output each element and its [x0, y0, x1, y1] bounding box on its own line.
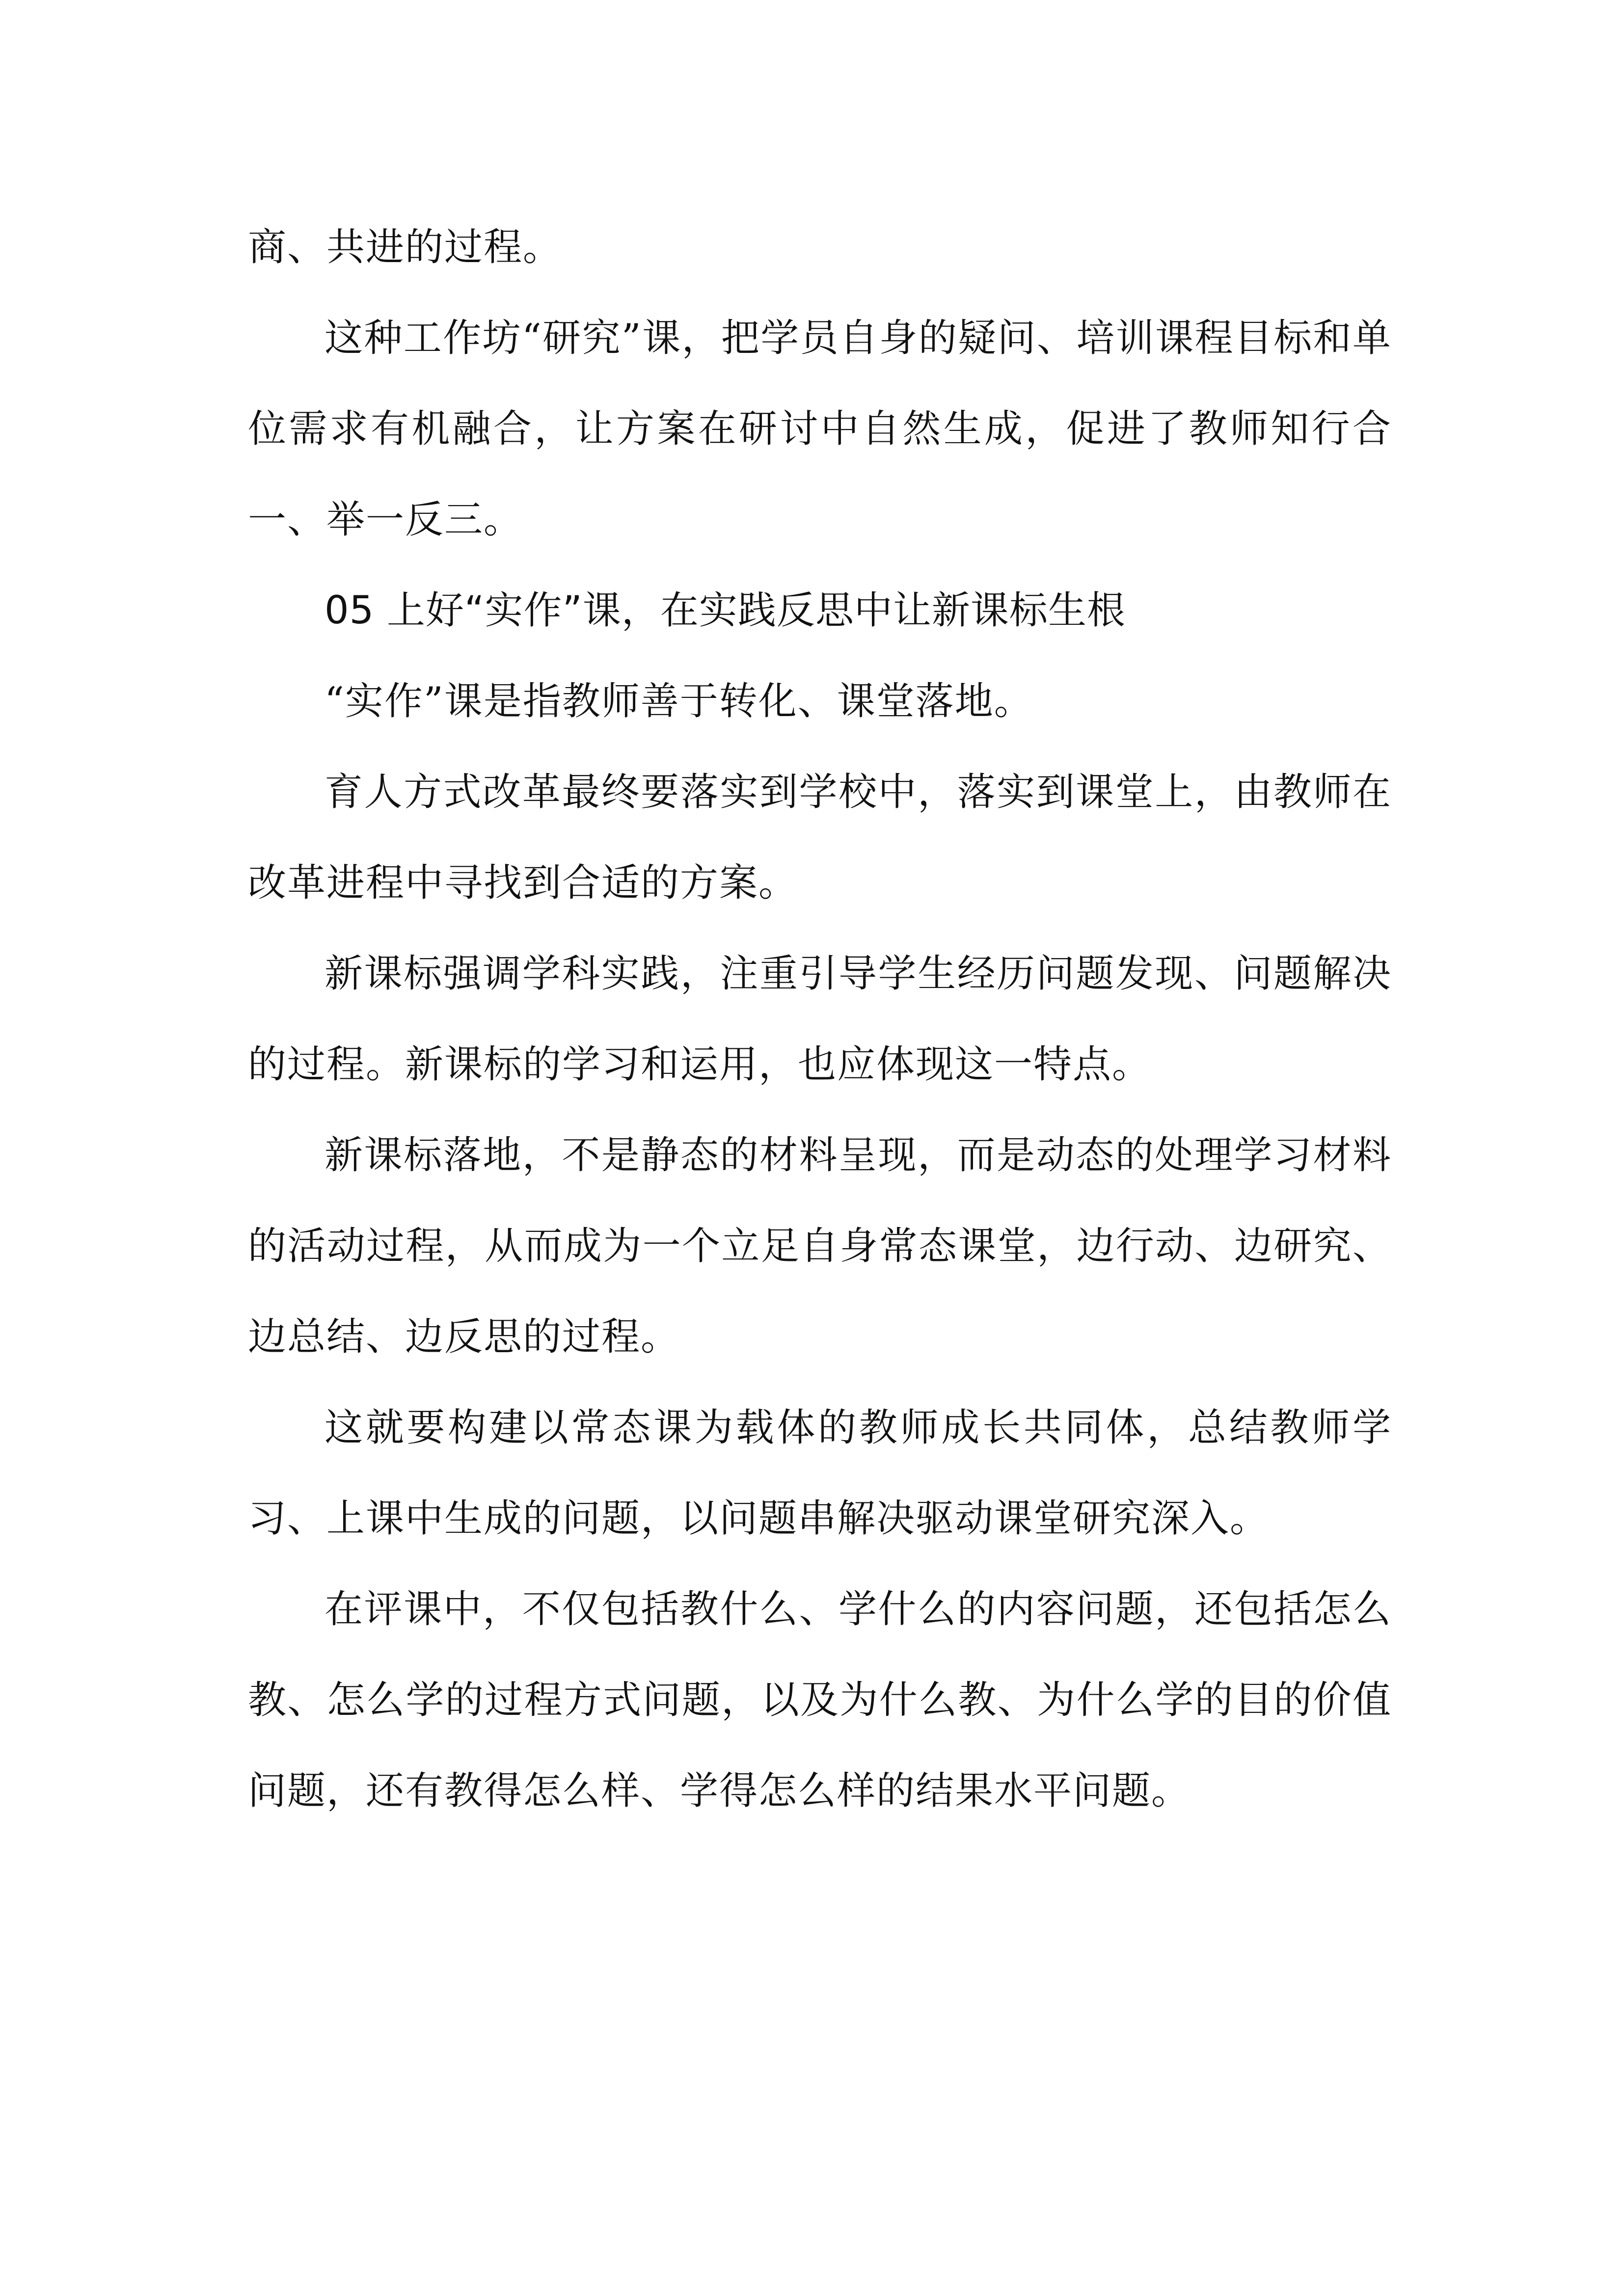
paragraph-continuation: 商、共进的过程。 — [248, 225, 563, 269]
paragraph-workshop-research: 这种工作坊“研究”课，把学员自身的疑问、培训课程目标和单位需求有机融合，让方案在研讨中自然生成，促进了教师知行合一、举一反三。 — [248, 316, 1392, 542]
section-heading-05: 05 上好“实作”课，在实践反思中让新课标生根 — [325, 588, 1126, 633]
paragraph-dynamic-process: 新课标落地，不是静态的材料呈现，而是动态的处理学习材料的活动过程，从而成为一个立足自身常态课堂，边行动、边研究、边总结、边反思的过程。 — [248, 1133, 1392, 1359]
paragraph-practice-definition: “实作”课是指教师善于转化、课堂落地。 — [325, 679, 1033, 723]
paragraph-subject-practice: 新课标强调学科实践，注重引导学生经历问题发现、问题解决的过程。新课标的学习和运用，也应体现这一特点。 — [248, 952, 1392, 1087]
paragraph-lesson-evaluation: 在评课中，不仅包括教什么、学什么的内容问题，还包括怎么教、怎么学的过程方式问题，以及为什么教、为什么学的目的价值问题，还有教得怎么样、学得怎么样的结果水平问题。 — [248, 1587, 1392, 1813]
paragraph-growth-community: 这就要构建以常态课为载体的教师成长共同体，总结教师学习、上课中生成的问题，以问题串解决驱动课堂研究深入。 — [248, 1406, 1392, 1541]
paragraph-reform-implementation: 育人方式改革最终要落实到学校中，落实到课堂上，由教师在改革进程中寻找到合适的方案。 — [248, 770, 1392, 905]
document-body — [248, 202, 1392, 1837]
